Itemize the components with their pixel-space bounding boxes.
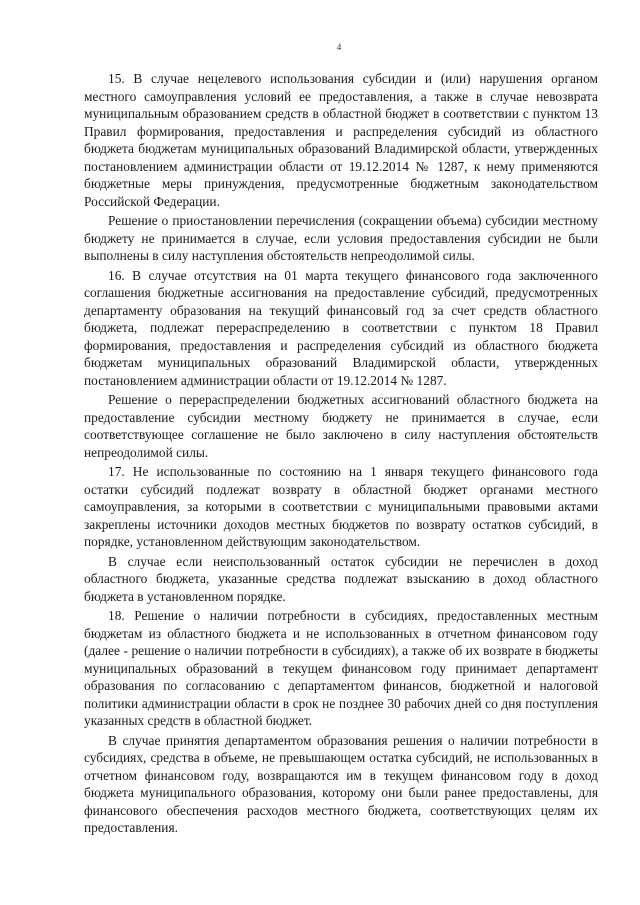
paragraph-17: 17. Не использованные по состоянию на 1 января текущего финансового года остатки субсидий подлежат возврату в областной бюджет органами местного самоуправления, за которыми в соответствии с муниципальными правовыми актами закреплены источники доходов местных бюджетов по возврату остатков субсидий, в порядке, установленном действующим законодательством. [84, 464, 598, 549]
paragraph-15-suspension: Решение о приостановлении перечисления (сокращении объема) субсидии местному бюджету не принимается в случае, если условия предоставления субсидии не были выполнены в силу наступления обстоятельств непреодолимой силы. [84, 213, 598, 263]
paragraph-16: 16. В случае отсутствия на 01 марта текущего финансового года заключенного соглашения бюджетные ассигнования на предоставление субсидий, предусмотренных департаменту образования на текущий финансовый год за счет средств областного бюджета, подлежат перераспределению в соответствии с пунктом 18 Правил формирования, предоставления и распределения субсидий из областного бюджета бюджетам муниципальных образований Владимирской области, утвержденных постановлением администрации области от 19.12.2014 № 1287. [84, 267, 598, 388]
paragraph-18-return: В случае принятия департаментом образования решения о наличии потребности в субсидиях, средства в объеме, не превышающем остатка субсидий, не использованных в отчетном финансовом году, возвращаются им в текущем финансовом году в доход бюджета муниципального образования, которому они были ранее предоставлены, для финансового обеспечения расходов местного бюджета, соответствующих целям их предоставления. [84, 732, 598, 835]
paragraph-18: 18. Решение о наличии потребности в субсидиях, предоставленных местным бюджетам из областного бюджета и не использованных в отчетном финансовом году (далее - решение о наличии потребности в субсидиях), а также об их возврате в бюджеты муниципальных образований в текущем финансовом году принимает департамент образования по согласованию с департаментом финансов, бюджетной и налоговой политики администрации области в срок не позднее 30 рабочих дней со дня поступления указанных средств в областной бюджет. [84, 608, 598, 728]
page-number: 4 [336, 42, 342, 52]
paragraph-17-recovery: В случае если неиспользованный остаток субсидии не перечислен в доход областного бюджета, указанные средства подлежат взысканию в доход областного бюджета в установленном порядке. [84, 553, 598, 604]
paragraph-15: 15. В случае нецелевого использования субсидии и (или) нарушения органом местного самоуправления условий ее предоставления, а также в случае невозврата муниципальным образованием средств в областной бюджет в соответствии с пунктом 13 Правил формирования, предоставления и распределения субсидий из областного бюджета бюджетам муниципальных образований Владимирской области, утвержденных постановлением администрации области от 19.12.2014 № 1287, к нему применяются бюджетные меры принуждения, предусмотренные бюджетным законодательством Российской Федерации. [84, 71, 598, 209]
paragraph-16-redistribution: Решение о перераспределении бюджетных ассигнований областного бюджета на предоставление субсидии местному бюджету не принимается в случае, если соответствующее соглашение не было заключено в силу наступления обстоятельств непреодолимой силы. [84, 392, 598, 460]
